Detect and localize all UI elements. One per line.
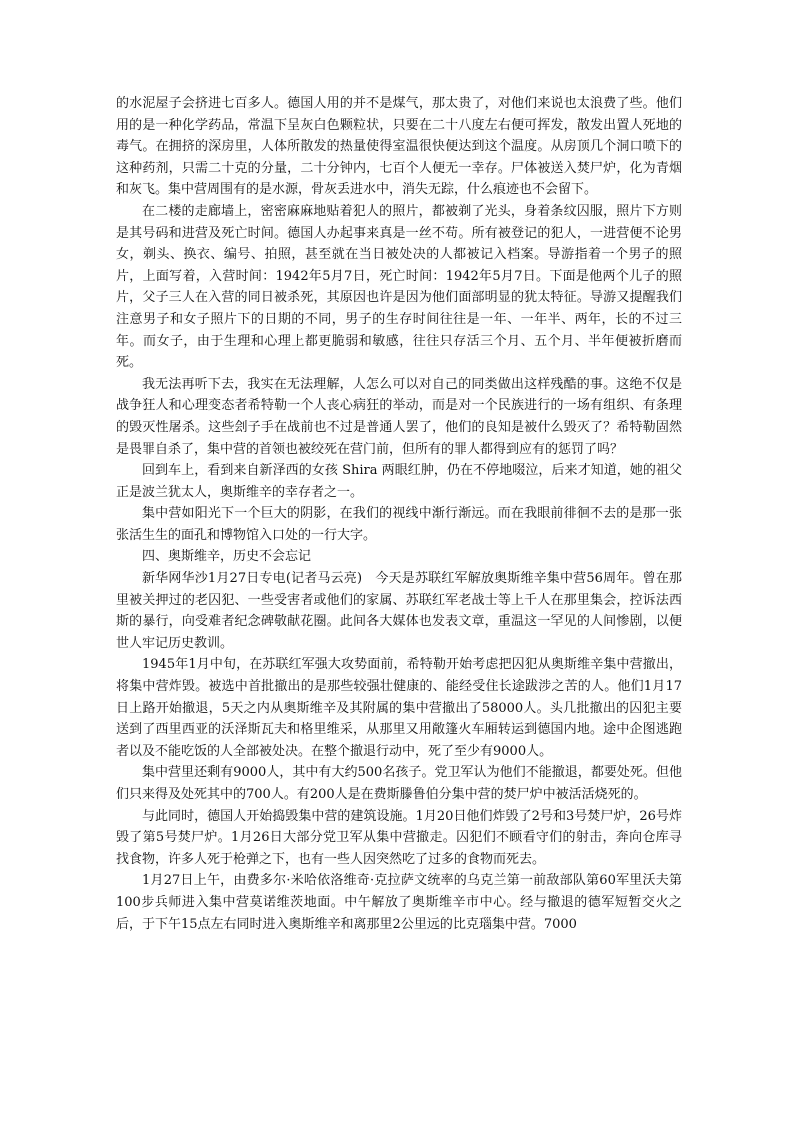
paragraph-remaining-prisoners: 集中营里还剩有9000人，其中有大约500名孩子。党卫军认为他们不能撤退，都要处死。但他们只来得及处死其中的700人。有200人是在费斯滕鲁伯分集中营的焚尸炉中被活活烧死的。: [116, 765, 682, 802]
paragraph-shadow: 集中营如阳光下一个巨大的阴影，在我们的视线中渐行渐远。而在我眼前徘徊不去的是那一张张活生生的面孔和博物馆入口处的一行大字。: [116, 506, 682, 543]
paragraph-shira: 回到车上，看到来自新泽西的女孩 Shira 两眼红肿，仍在不停地啜泣，后来才知道，她的祖父正是波兰犹太人，奥斯维辛的幸存者之一。: [116, 463, 682, 500]
document-body: [116, 93, 682, 935]
paragraph-corridor-photos: 在二楼的走廊墙上，密密麻麻地贴着犯人的照片，都被剃了光头，身着条纹囚服，照片下方则是其号码和进营及死亡时间。德国人办起事来真是一丝不苟。所有被登记的犯人，一进营便不论男女，剃头、换衣、编号、拍照，甚至就在当日被处决的人都被记入档案。导游指着一个男子的照片，上面写着，入营时间：1942年5月7日，死亡时间：1942年5月7日。下面是他两个儿子的照片，父子三人在入营的同日被杀死，其原因也许是因为他们面部明显的犹太特征。导游又提醒我们注意男子和女子照片下的日期的不同，男子的生存时间往往是一年、一年半、两年，长的不过三年。而女子，由于生理和心理上都更脆弱和敏感，往往只存活三个月、五个月、半年便被折磨而死。: [116, 203, 682, 371]
paragraph-gas-chamber: 的水泥屋子会挤进七百多人。德国人用的并不是煤气，那太贵了，对他们来说也太浪费了些。他们用的是一种化学药品，常温下呈灰白色颗粒状，只要在二十八度左右便可挥发，散发出置人死地的毒气。在拥挤的深房里，人体所散发的热量使得室温很快便达到这个温度。从房顶几个洞口喷下的这种药剂，只需二十克的分量，二十分钟内，七百个人便无一幸存。尸体被送入焚尸炉，化为青烟和灰飞。集中营周围有的是水源，骨灰丢进水中，消失无踪，什么痕迹也不会留下。: [116, 96, 682, 198]
section-heading: 四、奥斯维辛，历史不会忘记: [142, 549, 312, 565]
paragraph-demolition: 与此同时，德国人开始捣毁集中营的建筑设施。1月20日他们炸毁了2号和3号焚尸炉，26号炸毁了第5号焚尸炉。1月26日大部分党卫军从集中营撤走。囚犯们不顾看守们的射击，奔向仓库寻找食物，许多人死于枪弹之下，也有一些人因突然吃了过多的食物而死去。: [116, 808, 682, 867]
paragraph-evacuation: 1945年1月中旬，在苏联红军强大攻势面前，希特勒开始考虑把囚犯从奥斯维辛集中营撤出，将集中营炸毁。被选中首批撤出的是那些较强壮健康的、能经受住长途跋涉之苦的人。他们1月17日上路开始撤退，5天之内从奥斯维辛及其附属的集中营撤出了58000人。头几批撤出的囚犯主要送到了西里西亚的沃泽斯瓦夫和格里维采，从那里又用敞篷火车厢转运到德国内地。途中企图逃跑者以及不能吃饭的人全部被处决。在整个撤退行动中，死了至少有9000人。: [116, 657, 682, 759]
paragraph-reflection: 我无法再听下去，我实在无法理解，人怎么可以对自己的同类做出这样残酷的事。这绝不仅是战争狂人和心理变态者希特勒一个人丧心病狂的举动，而是对一个民族进行的一场有组织、有条理的毁灭性屠杀。这些刽子手在战前也不过是普通人罢了，他们的良知是被什么毁灭了？希特勒固然是畏罪自杀了，集中营的首领也被绞死在营门前，但所有的罪人都得到应有的惩罚了吗？: [116, 376, 682, 457]
paragraph-liberation: 1月27日上午，由费多尔·米哈依洛维奇·克拉萨文统率的乌克兰第一前敌部队第60军里沃夫第100步兵师进入集中营莫诺维茨地面。中午解放了奥斯维辛市中心。经与撤退的德军短暂交火之后，于下午15点左右同时进入奥斯维辛和离那里2公里远的比克瑙集中营。7000: [116, 873, 682, 932]
paragraph-xinhua-report: 新华网华沙1月27日专电(记者马云亮) 今天是苏联红军解放奥斯维辛集中营56周年。曾在那里被关押过的老囚犯、一些受害者或他们的家属、苏联红军老战士等上千人在那里集会，控诉法西斯的暴行，向受难者纪念碑敬献花圈。此间各大媒体也发表文章，重温这一罕见的人间惨剧，以便世人牢记历史教训。: [116, 571, 682, 651]
